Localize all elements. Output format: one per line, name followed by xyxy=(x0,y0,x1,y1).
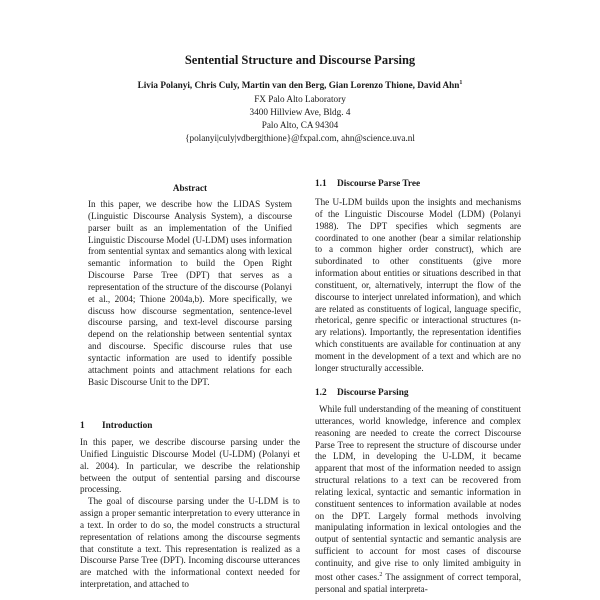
section-heading-parsing xyxy=(315,388,409,398)
paper-title: Sentential Structure and Discourse Parsing xyxy=(184,53,416,67)
footnote-mark: 2 xyxy=(379,571,383,578)
section-title: Discourse Parsing xyxy=(337,388,409,398)
section-heading-dpt xyxy=(315,179,420,189)
section-number: 1.2 xyxy=(315,388,327,398)
author-footnote-mark: 1 xyxy=(459,80,463,86)
author-list xyxy=(0,80,600,90)
intro-paragraph-1: In this paper, we describe discourse parsing under the Unified Linguistic Discourse Model (U-LDM) (Polanyi et al. 2004). In particular, we describe the relationship between the output of sentential parsing and discourse processing. xyxy=(80,437,300,495)
dpt-body: The U-LDM builds upon the insights and mechanisms of the Linguistic Discourse Model (LDM) (Polanyi 1988). The DPT specifies which segments are coordinated to one another (bear a similar relationship to a common higher order construct), which are subordinated to other constituents (give more information about entities or situations described in that constituent, or, alternatively, interrupt the flow of the discourse to interject unrelated information), and which are related as constituents of logical, language specific, rhetorical, genre specific or interactional structures (n-ary relations). Importantly, the representation identifies which constituents are available for continuation at any moment in the development of a text and which are no longer structurally accessible. xyxy=(315,197,521,373)
section-number: 1 xyxy=(80,421,85,431)
introduction-body xyxy=(80,437,300,591)
intro-paragraph-2: The goal of discourse parsing under the U-LDM is to assign a proper semantic interpretation to every utterance in a text. In order to do so, the model constructs a structural representation of relations among the discourse segments that constitute a text. This representation is realized as a Discourse Parse Tree (DPT). Incoming discourse utterances are matched with the informational context needed for interpretation, and attached to xyxy=(80,496,300,590)
parsing-body xyxy=(315,404,521,596)
affiliation-city: Palo Alto, CA 94304 xyxy=(261,120,339,130)
parsing-text-tail: The assignment of correct temporal, personal and spatial interpreta- xyxy=(315,571,521,594)
section-heading-introduction xyxy=(80,421,152,431)
affiliation-street: 3400 Hillview Ave, Bldg. 4 xyxy=(249,107,351,117)
section-number: 1.1 xyxy=(315,179,327,189)
abstract-text: In this paper, we describe how the LIDAS System (Linguistic Discourse Analysis System), a discourse parser built as an implementation of the Unified Linguistic Discourse Model (U-LDM) uses information from sentential syntax and semantics along with lexical semantic information to build the Open Right Discourse Parse Tree (DPT) that serves as a representation of the structure of the discourse (Polanyi et al., 2004; Thione 2004a,b). More specifically, we discuss how discourse segmentation, sentence-level discourse parsing, and text-level discourse parsing depend on the relationship between sentential syntax and discourse. Specific discourse rules that use syntactic information are used to identify possible attachment points and attachment relations for each Basic Discourse Unit to the DPT. xyxy=(88,199,292,387)
parsing-text: While full understanding of the meaning of constituent utterances, world knowledge, inference and complex reasoning are needed to create the correct Discourse Parse Tree to represent the structure of discourse under the LDM, in developing the U-LDM, it became apparent that most of the information needed to assign structural relations to a text can be recovered from relating lexical, syntactic and semantic information in constituent sentences to information available at nodes on the DPT. Largely formal methods involving manipulating information in lexical ontologies and the output of sentential syntactic and semantic analysis are sufficient to account for most cases of discourse continuity, and give rise to only limited ambiguity in most other cases. xyxy=(315,404,521,582)
section-title: Introduction xyxy=(102,421,153,431)
section-title: Discourse Parse Tree xyxy=(337,179,421,189)
author-names: Livia Polanyi, Chris Culy, Martin van den Berg, Gian Lorenzo Thione, David Ahn xyxy=(137,80,460,91)
affiliation-org: FX Palo Alto Laboratory xyxy=(254,94,346,104)
abstract-heading: Abstract xyxy=(172,183,208,193)
affiliation-emails: {polanyi|culy|vdberg|thione}@fxpal.com, ahn@science.uva.nl xyxy=(185,133,415,143)
